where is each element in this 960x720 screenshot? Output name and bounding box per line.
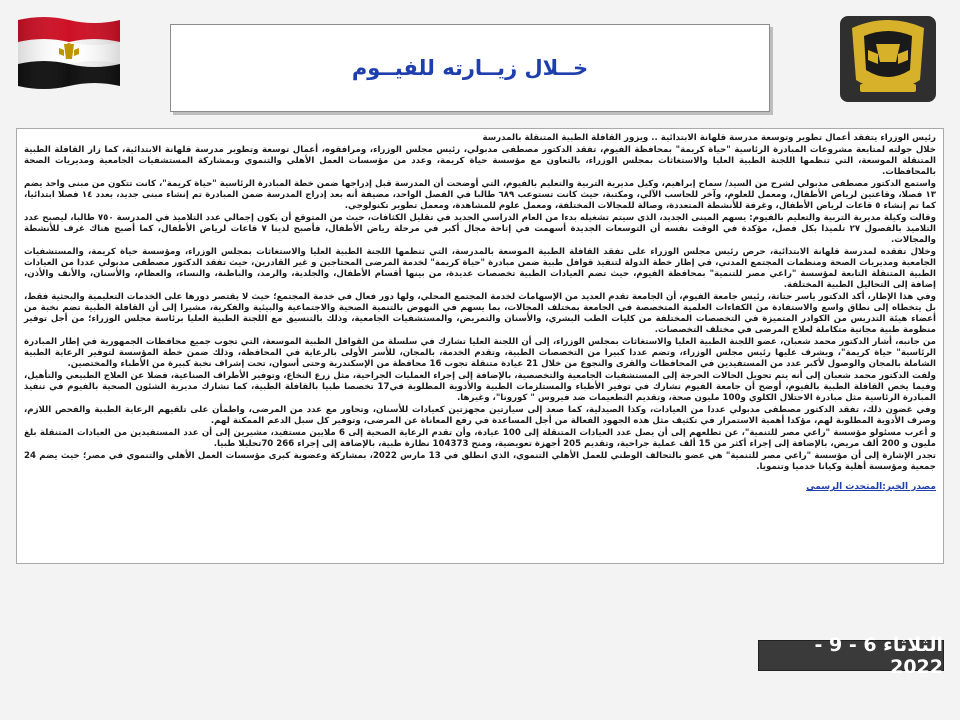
article-paragraph: و أعرب مسئولو مؤسسة "راعي مصر للتنمية"، عن تطلعهم إلى أن يصل عدد العيادات المتنقلة إلى 100 عيادة، وأن تقدم الرعاية الصحية إلى 6 ملايين مستفيد، مشيرين إلى أن عدد المستفيدين من العيادات المتنقلة بلغ مليون و 200 ألف مريض، بالإضافة إلى إجراء أكثر من 15 ألف عملية جراحية، وتقديم 205 أجهزة تعويضية، ومنح 104373 نظارة طبية، بالإضافة إلى إجراء 266 70تحليلا طبيا. xyxy=(24,428,936,449)
article-paragraph: ولفت الدكتور محمد شعبان إلى أنه يتم تحويل الحالات الحرجة إلى المستشفيات الجامعية والتخصصية، بالإضافة إلى إجراء العمليات الجراحية، مثل زرع النخاع، وتوفير الأطراف الصناعية، فضلا عن العلاج الطبيعي والتأهيل، وفيما يخص القافلة الطبية بالفيوم، أوضح أن جامعة الفيوم تشارك في توفير الأطباء والمستلزمات الطبية والأدوية المطلوبة في17 تخصصا طبيا بالقافلة الطبية، كما تشارك مديرية الشئون الصحية بالفيوم في تنفيذ المبادرة الرئاسية مثل مبادرة الاحتلال الكلوي و100 مليون صحة، وتقديم التطعيمات ضد فيروس " كورونا"، وغيرها. xyxy=(24,371,936,403)
article-paragraph: من جانبه، أشار الدكتور محمد شعبان، عضو اللجنة الطبية العليا والاستغاثات بمجلس الوزراء، إلى أن اللجنة العليا تشارك في سلسلة من القوافل الطبية الموسعة، التي تجوب جميع محافظات الجمهورية في إطار المبادرة الرئاسية" حياة كريمة"، ويشرف عليها رئيس مجلس الوزراء، وتضم عددا كبيرا من التخصصات الطبية، وتقدم الخدمة، بالمجان، للأسر الأولى بالرعاية في المحافظة، وذلك ضمن خطة المؤسسة لتوفير الرعاية الطبية الشاملة بالمجان والوصول لأكبر عدد من المستفيدين في المحافظات والقرى والنجوع من خلال 21 عيادة متنقلة تجوب 16 محافظة من الإسكندرية وحتى أسوان، تحت إشراف نخبة كبيرة من الأطباء والمختصين. xyxy=(24,337,936,369)
article-paragraph: وفي غضون ذلك، تفقد الدكتور مصطفى مدبولي عددا من العيادات، وكذا الصيدلية، كما صعد إلى سيارتين مجهزتين كعيادات للأسنان، وتحاور مع عدد من المرضى، واطمأن على تلقيهم الرعاية الطبية والفحص اللازم، وصرف الأدوية المطلوبة لهم، مؤكدا أهمية الاستمرار في تكثيف مثل هذه الجهود الفعالة من أجل المساعدة في رفع المعاناة عن المرضى، وتوفير كل سبل الدعم الممكنة لهم. xyxy=(24,405,936,426)
article-paragraph: وفي هذا الإطار، أكد الدكتور ياسر حتاتة، رئيس جامعة الفيوم، أن الجامعة تقدم العديد من الإسهامات لخدمة المجتمع المحلي، ولها دور فعال في خدمة المجتمع؛ حيث لا يقتصر دورها على الخدمات التعليمية والبحثية فقط، بل يتخطاه إلى نطاق واسع والاستفادة من الكفاءات العلمية المتخصصة في الجامعة بمختلف المجالات، بما يسهم في النهوض بالتنمية الصحية والاجتماعية والبيئية والفكرية، مشيرا إلى أن القافلة الطبية تضم نخبة من أعضاء هيئة التدريس من الكوادر المتميزة في التخصصات المختلفة من كليات الطب البشري، والأسنان والتمريض، والمستشفيات الجامعية، وذلك بالتنسيق مع اللجنة الطبية العليا برئاسة مجلس الوزراء؛ من أجل توفير منظومة طبية مجانية متكاملة لعلاج المرضى في مختلف التخصصات. xyxy=(24,292,936,335)
article-paragraph: خلال جولته لمتابعة مشروعات المبادرة الرئاسية "حياة كريمة" بمحافظة الفيوم، تفقد الدكتور مصطفى مدبولي، رئيس مجلس الوزراء، ومرافقوه، أعمال توسعة وتطوير مدرسة قلهانة الابتدائية، كما زار القافلة الطبية المتنقلة الموسعة، التي تنظمها اللجنة الطبية العليا والاستغاثات بمجلس الوزراء، بالتعاون مع مؤسسة حياة كريمة، وعدد من مؤسسات العمل الأهلي والتنموي وبمشاركة المستشفيات الجامعية ومديريات الصحة بالمحافظات. xyxy=(24,145,936,177)
article-paragraph: تجدر الإشارة إلى أن مؤسسة "راعي مصر للتنمية" هي عضو بالتحالف الوطني للعمل الأهلي التنموي، الذي انطلق في 13 مارس 2022، بمشاركة وعضوية كبرى مؤسسات العمل الأهلي والتنموي في مصر؛ حيث يضم 24 جمعية ومؤسسة أهلية وكيانا خدميا وتنمويا. xyxy=(24,451,936,472)
article-paragraph: وقالت وكيلة مديرية التربية والتعليم بالفيوم: يسهم المبنى الجديد، الذي سيتم تشغيله بدءا من العام الدراسي الجديد في تقليل الكثافات، حيث من المتوقع أن يكون إجمالي عدد التلاميذ في المدرسة ٧٥٠ طالبا، ليصبح عدد التلاميذ بالفصول ٢٧ تلميذا بكل فصل، مؤكدة في الوقت نفسه أن التوسعات الجديدة أسهمت في إتاحة مجال أكبر في مرحلة رياض الأطفال، فأصبح لدينا ٧ قاعات لرياض الأطفال، كما أصبح هناك غرف للأنشطة والمجالات. xyxy=(24,213,936,245)
eagle-emblem-icon xyxy=(832,10,944,106)
title-box xyxy=(170,24,770,112)
article-headline: رئيس الوزراء يتفقد أعمال تطوير وتوسعة مدرسة قلهانة الابتدائية .. ويزور القافلة الطبية المتنقلة بالمدرسة xyxy=(482,133,936,143)
source-link[interactable]: مصدر الخبر:المتحدث الرسمي xyxy=(806,482,936,492)
article-paragraph: وخلال تفقده لمدرسة قلهانة الابتدائية، حرص رئيس مجلس الوزراء على تفقد القافلة الطبية الموسعة بالمدرسة، التي تنظمها اللجنة الطبية العليا والاستغاثات بمجلس الوزراء، ومؤسسة حياة كريمة، والمستشفيات الجامعية ومديريات الصحة ومنظمات المجتمع المدني، في إطار خطة الدولة لتنفيذ قوافل طبية ضمن مبادرة "حياة كريمة" لخدمة المرضى المحتاجين و غير القادرين، حيث تفقد الدكتور مصطفى مدبولي عددا من العيادات الطبية المتنقلة التابعة لمؤسسة "راعي مصر للتنمية" بمحافظة الفيوم، حيث تضم العيادات الطبية تخصصات عديدة، من بينها أقسام الأطفال، والجلدية، والرمد، والباطنة، والنساء، والعظام، والأسنان، والأنف والأذن، إضافة إلى التحاليل الطبية المختلفة. xyxy=(24,247,936,290)
article-paragraph: واستمع الدكتور مصطفى مدبولي لشرح من السيد/ سماح إبراهيم، وكيل مديرية التربية والتعليم بالفيوم، التي أوضحت أن المدرسة قبل إدراجها ضمن خطة المبادرة الرئاسية "حياة كريمة"، كانت تتكون من مبنى واحد يضم ١٣ فصلا، وقاعتين لرياض الأطفال، ومعمل للعلوم، وآخر للحاسب الآلي، ومكتبة، حيث كانت تستوعب ٦٨٩ طالبا في الفصل الواحد، مضيفة أنه بعد إدراج المدرسة ضمن المبادرة تم إنشاء مبنى جديد، بعدد ١٤ فصلا ابتدائيا، كما تم إنشاء ٥ قاعات لرياض الأطفال، وغرفة للأنشطة المتعددة، وصالة للمجالات المختلفة، ومعمل علوم للمشاهدة، ومعمل تطوير تكنولوجي. xyxy=(24,179,936,211)
page-title: خــلال زيــارته للفيــوم xyxy=(351,56,589,80)
date-label: الثلاثاء 6 - 9 - 2022 xyxy=(814,633,943,678)
article-body xyxy=(16,128,944,564)
date-bar xyxy=(758,633,944,678)
egypt-flag-icon xyxy=(14,14,124,89)
